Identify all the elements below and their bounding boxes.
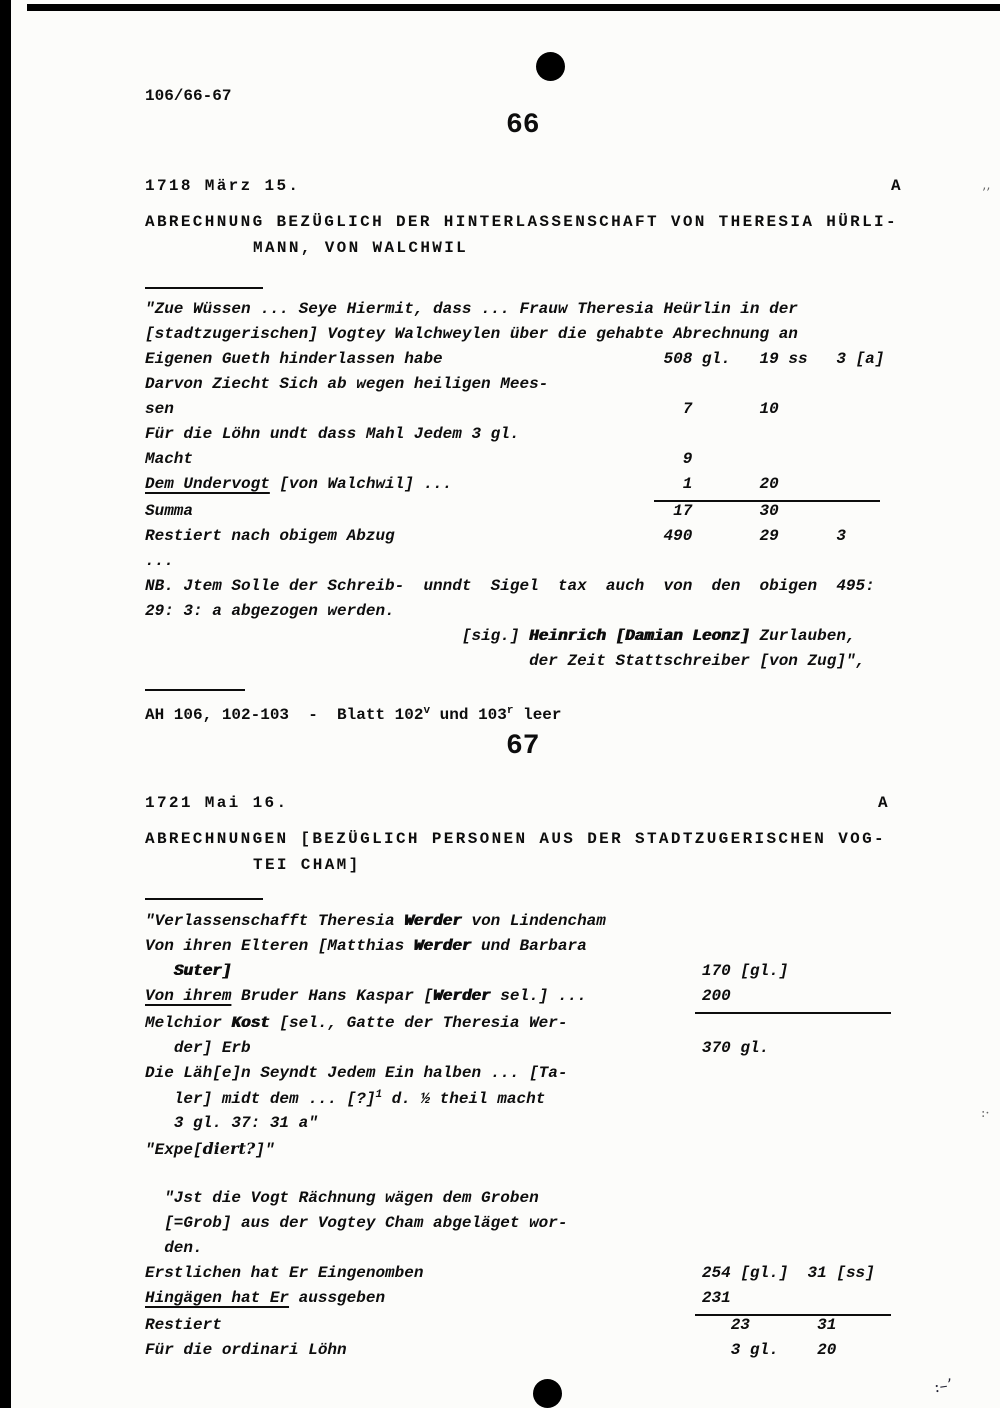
text-segment: 20 <box>759 475 779 493</box>
text-segment: der Zeit Stattschreiber [von Zug]", <box>529 652 866 670</box>
text-segment: AH 106, 102-103 - Blatt 102 <box>145 706 424 724</box>
text-line <box>145 400 884 425</box>
text-segment: "Verlassenschafft Theresia <box>145 912 405 930</box>
text-line <box>145 425 884 450</box>
text-segment: Von ihrem <box>145 987 232 1005</box>
text-segment: Darvon Ziecht Sich ab wegen heiligen Mees- <box>145 375 549 393</box>
text-segment: sel.] ... <box>490 987 587 1005</box>
text-segment: Werder <box>433 987 491 1005</box>
text-segment: Melchior <box>145 1014 232 1032</box>
text-segment: "Expe[ <box>145 1141 203 1159</box>
scan-edge-top <box>27 4 1000 11</box>
text-segment: Heinrich [Damian Leonz] <box>529 627 750 645</box>
archive-reference: 106/66-67 <box>145 87 232 105</box>
text-line <box>145 1089 875 1114</box>
text-segment: 1 <box>682 475 693 493</box>
text-line <box>145 701 562 726</box>
text-segment: 3 <box>836 527 846 545</box>
text-segment: ]" <box>255 1141 275 1159</box>
text-line <box>145 325 884 350</box>
text-segment: Summa <box>145 502 194 520</box>
text-segment: und Barbara <box>471 937 587 955</box>
text-segment: 31 <box>817 1316 837 1334</box>
text-segment: 508 gl. <box>663 350 731 368</box>
entry-67-title-line2: TEI CHAM] <box>253 856 361 874</box>
text-line <box>145 1264 875 1289</box>
text-segment: ... <box>145 552 174 570</box>
text-segment: Von ihren Elteren [Matthias <box>145 937 414 955</box>
text-segment: Die Läh[e]n Seyndt Jedem Ein halben ... [Ta- <box>145 1064 568 1082</box>
text-segment: 20 <box>817 1341 837 1359</box>
text-line <box>145 1014 875 1039</box>
text-line <box>145 527 884 552</box>
sum-rule <box>145 1012 875 1014</box>
sum-rule <box>145 500 884 502</box>
text-segment: 370 gl. <box>701 1039 770 1057</box>
text-line <box>145 962 875 987</box>
text-line <box>145 502 884 527</box>
text-segment: den. <box>164 1239 203 1257</box>
text-segment: 231 <box>701 1289 731 1307</box>
text-line <box>145 1341 875 1366</box>
handwritten-mark: ’’ <box>982 186 991 201</box>
text-line <box>145 350 884 375</box>
text-line <box>145 1139 875 1164</box>
text-segment: Restiert nach obigem Abzug <box>145 527 395 545</box>
text-line <box>145 1164 875 1189</box>
text-segment: von Lindencham <box>461 912 606 930</box>
text-segment: 19 ss <box>759 350 808 368</box>
text-segment: 29: 3: a abgezogen werden. <box>145 602 395 620</box>
text-segment: ler] midt dem ... [?] <box>173 1090 376 1108</box>
text-segment: Für die ordinari Löhn <box>145 1341 347 1359</box>
text-segment: 31 [ss] <box>807 1264 875 1282</box>
punch-dot-bottom <box>533 1379 562 1408</box>
text-segment: Suter] <box>173 962 232 980</box>
entry-67-body <box>145 912 875 1366</box>
scan-edge-left <box>0 0 11 1408</box>
handwritten-mark: :–’ <box>932 1374 954 1397</box>
text-segment: und 103 <box>430 706 507 724</box>
section-rule <box>145 287 263 289</box>
entry-66-source-line <box>145 701 562 726</box>
text-segment: 3 gl. 37: 31 a" <box>173 1114 318 1132</box>
text-segment: der] Erb <box>173 1039 251 1057</box>
text-segment: NB. Jtem Solle der Schreib- unndt Sigel tax auch von den obigen 495: <box>145 577 875 595</box>
entry-67-number: 67 <box>506 731 540 762</box>
entry-67-title-line1: ABRECHNUNGEN [BEZÜGLICH PERSONEN AUS DER STADTZUGERISCHEN VOG- <box>145 830 886 848</box>
text-segment: 490 <box>663 527 693 545</box>
entry-67-date: 1721 Mai 16. <box>145 794 289 812</box>
text-segment: [=Grob] aus der Vogtey Cham abgeläget wor- <box>164 1214 568 1232</box>
text-segment: [sig.] <box>461 627 530 645</box>
text-segment: [stadtzugerischen] Vogtey Walchweylen über die gehabte Abrechnung an <box>145 325 798 343</box>
entry-66-body <box>145 300 884 677</box>
entry-66-marginal-letter: A <box>891 177 901 195</box>
text-segment: Dem Undervogt <box>145 475 270 493</box>
text-line <box>145 300 884 325</box>
text-segment: Erstlichen hat Er Eingenomben <box>145 1264 424 1282</box>
text-segment: sen <box>145 400 174 418</box>
entry-67-marginal-letter: A <box>878 794 888 812</box>
text-line <box>145 912 875 937</box>
entry-66-date: 1718 März 15. <box>145 177 301 195</box>
text-segment: Werder <box>413 937 472 955</box>
text-segment: Kost <box>231 1014 270 1032</box>
text-line <box>145 552 884 577</box>
text-segment: 170 [gl.] <box>701 962 789 980</box>
text-segment: Zurlauben, <box>749 627 856 645</box>
superscript: v <box>423 705 431 717</box>
text-line <box>145 652 884 677</box>
text-segment: Macht <box>145 450 194 468</box>
text-segment: d. ½ theil macht <box>382 1090 546 1108</box>
text-line <box>145 1189 875 1214</box>
section-rule <box>145 898 263 900</box>
text-segment: 7 <box>682 400 693 418</box>
text-line <box>145 602 884 627</box>
superscript: 1 <box>375 1089 383 1101</box>
text-line <box>145 1289 875 1314</box>
text-segment: Hingägen hat Er <box>145 1289 290 1307</box>
text-segment: 29 <box>759 527 779 545</box>
text-line <box>145 937 875 962</box>
text-segment: Restiert <box>145 1316 222 1334</box>
punch-dot-top <box>536 52 565 81</box>
superscript: r <box>506 705 514 717</box>
text-segment: 254 [gl.] <box>701 1264 789 1282</box>
text-segment: 3 [a] <box>836 350 885 368</box>
text-segment: 9 <box>682 450 693 468</box>
text-line <box>145 1039 875 1064</box>
text-segment: 17 <box>673 502 693 520</box>
text-segment: diert? <box>202 1139 256 1158</box>
text-segment: Für die Löhn undt dass Mahl Jedem 3 gl. <box>145 425 520 443</box>
text-line <box>145 1214 875 1239</box>
text-line <box>145 1064 875 1089</box>
text-line <box>145 475 884 500</box>
entry-66-number: 66 <box>506 110 540 141</box>
entry-66-title-line1: ABRECHNUNG BEZÜGLICH DER HINTERLASSENSCHAFT VON THERESIA HÜRLI- <box>145 213 898 231</box>
text-segment: [sel., Gatte der Theresia Wer- <box>269 1014 568 1032</box>
handwritten-mark: :· <box>981 1106 990 1121</box>
text-segment: Eigenen Gueth hinderlassen habe <box>145 350 443 368</box>
text-line <box>145 627 884 652</box>
text-line <box>145 375 884 400</box>
text-segment: 30 <box>759 502 779 520</box>
text-segment: "Zue Wüssen ... Seye Hiermit, dass ... Frauw Theresia Heürlin in der <box>145 300 798 318</box>
text-line <box>145 577 884 602</box>
text-segment: "Jst die Vogt Rächnung wägen dem Groben <box>164 1189 539 1207</box>
text-segment: Bruder Hans Kaspar [ <box>231 987 434 1005</box>
text-segment: 3 gl. <box>730 1341 779 1359</box>
text-segment: [von Walchwil] ... <box>269 475 453 493</box>
text-segment: 10 <box>759 400 779 418</box>
text-segment: leer <box>513 706 562 724</box>
text-line <box>145 1114 875 1139</box>
text-segment: aussgeben <box>289 1289 386 1307</box>
text-line <box>145 1239 875 1264</box>
text-line <box>145 987 875 1012</box>
text-line <box>145 1316 875 1341</box>
text-line <box>145 450 884 475</box>
section-rule <box>145 689 245 691</box>
sum-rule <box>145 1314 875 1316</box>
text-segment: 200 <box>701 987 731 1005</box>
text-segment: 23 <box>730 1316 750 1334</box>
entry-66-title-line2: MANN, VON WALCHWIL <box>253 239 469 257</box>
text-segment: Werder <box>404 912 462 930</box>
